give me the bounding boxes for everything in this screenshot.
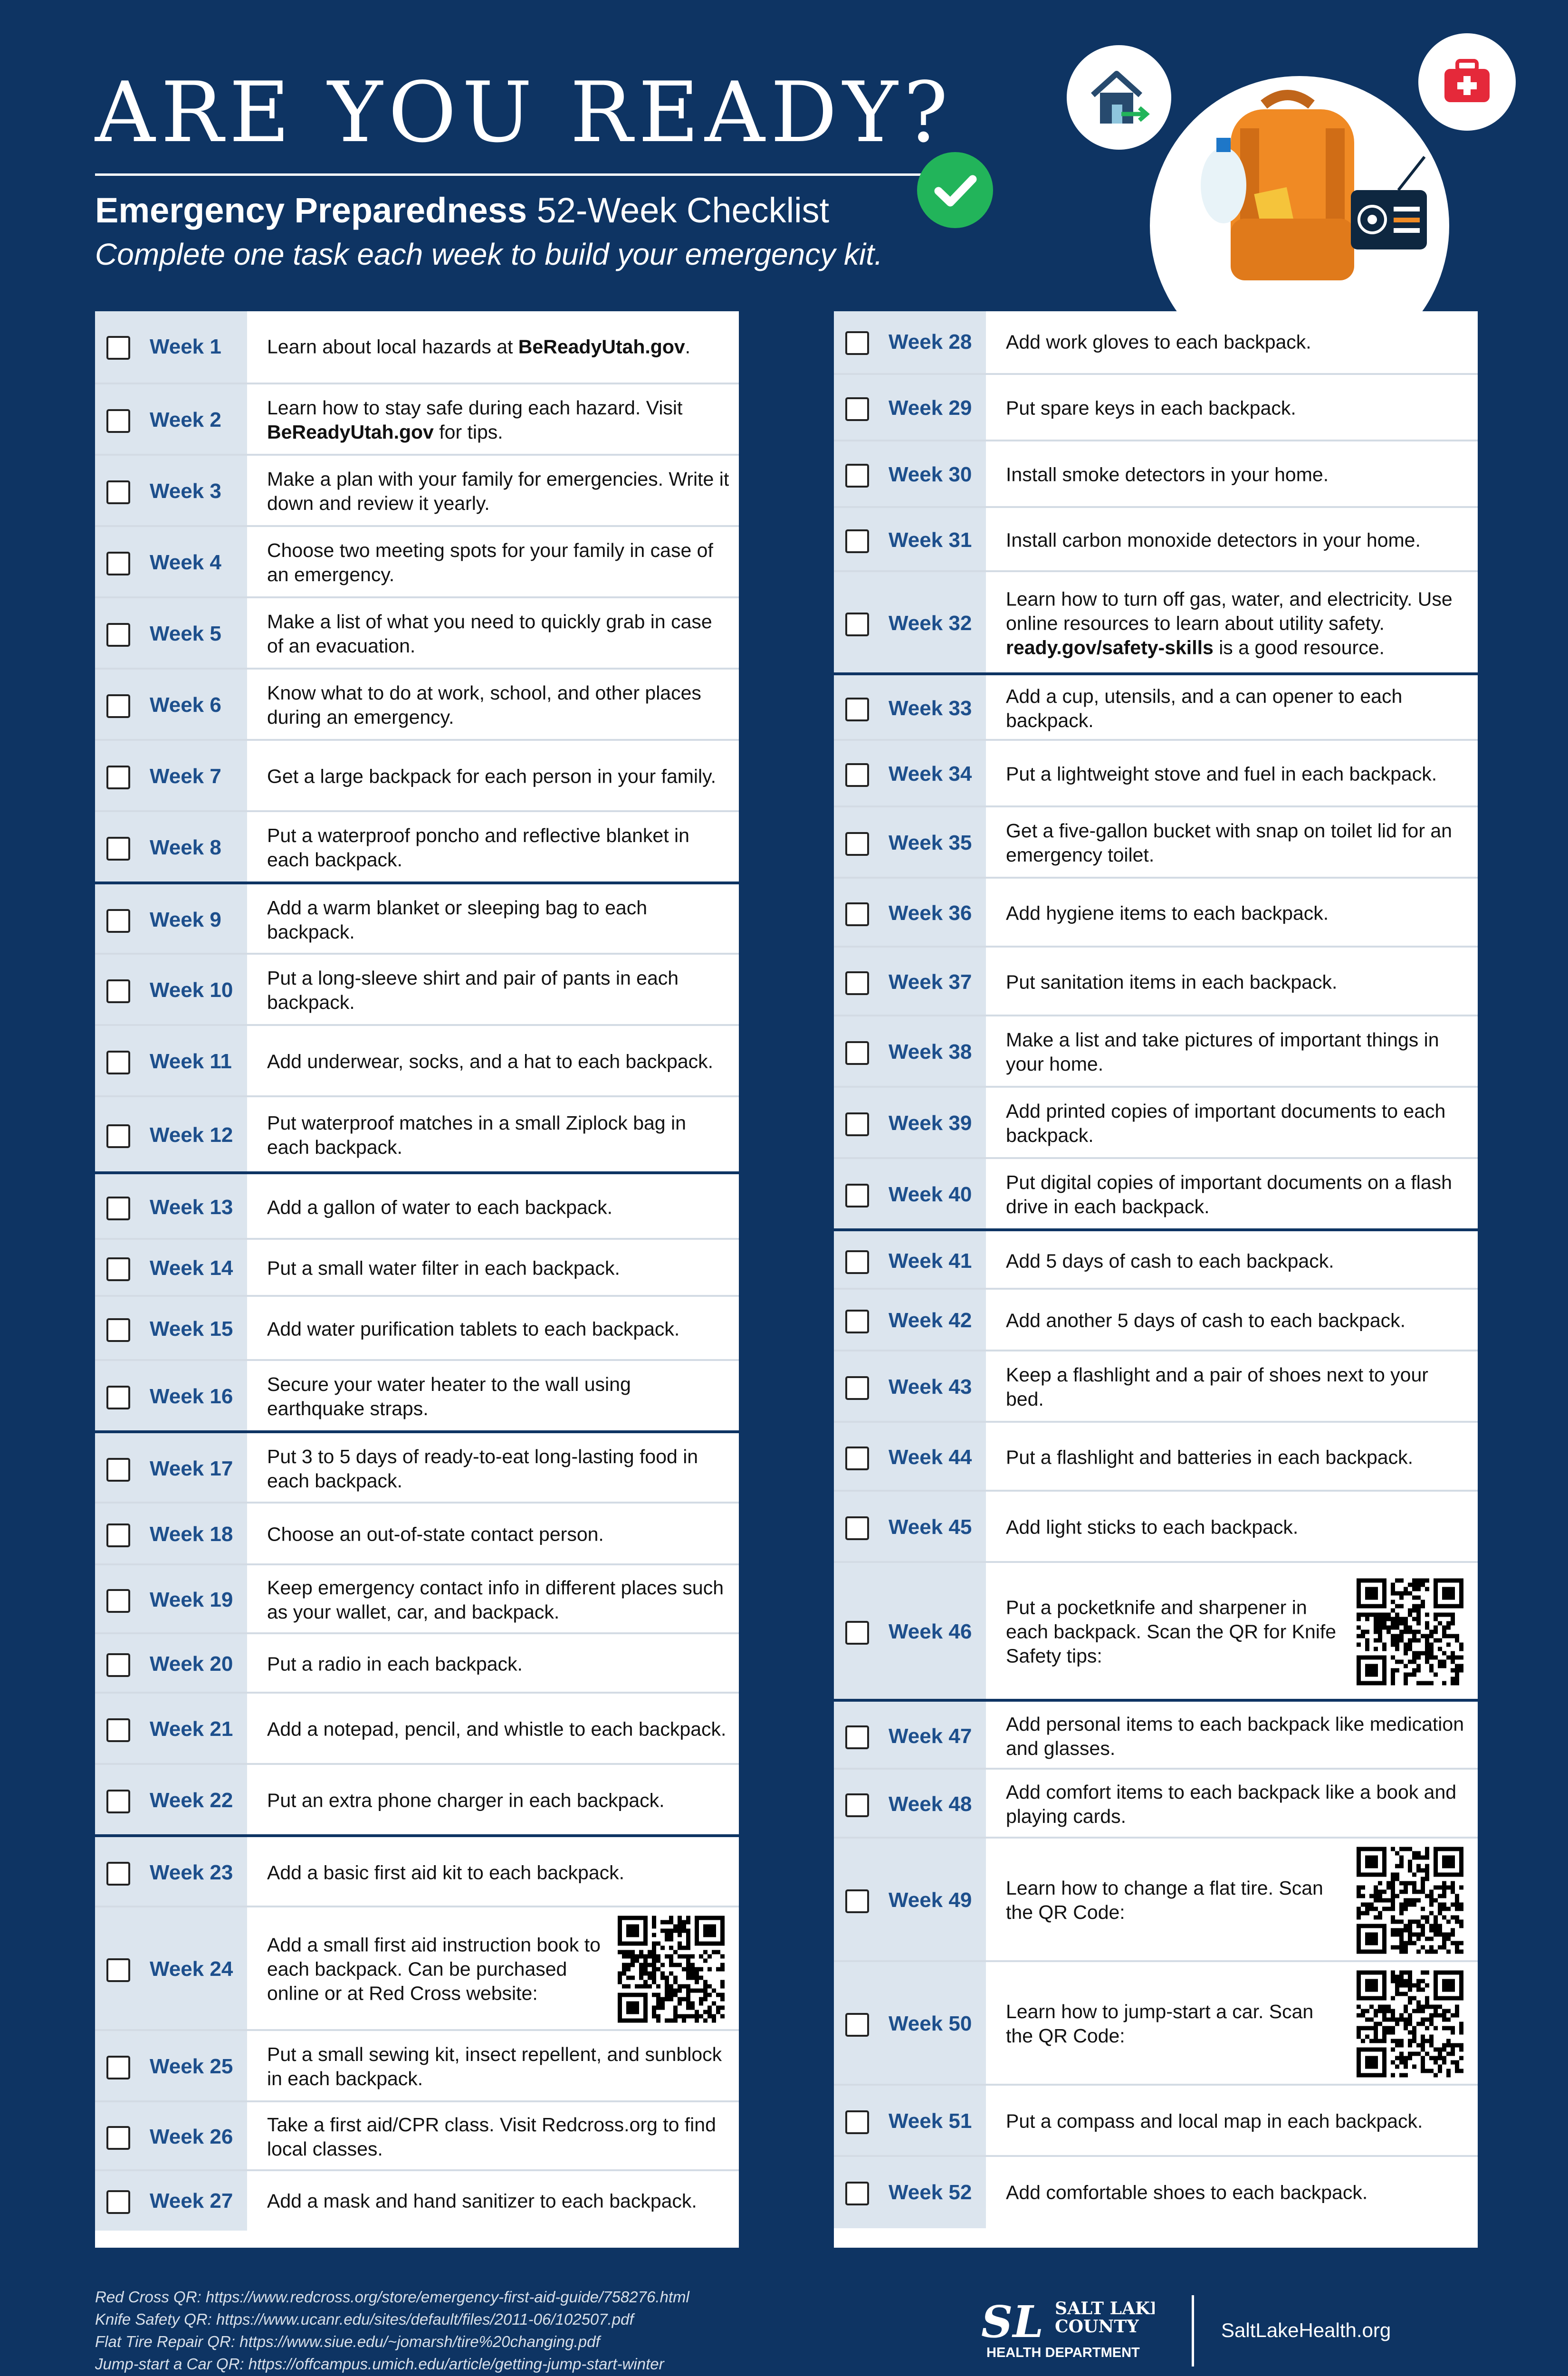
checklist-row: [834, 805, 1478, 879]
week-checkbox[interactable]: [106, 1318, 130, 1342]
week-label-cell: [834, 311, 986, 373]
week-label: Week 9: [150, 908, 221, 931]
checklist-row: [834, 506, 1478, 572]
check-circle-icon: [917, 152, 993, 228]
subtitle-rest: 52-Week Checklist: [527, 191, 830, 230]
week-label-cell: [95, 670, 247, 741]
week-checkbox[interactable]: [845, 1112, 869, 1136]
week-label-cell: [95, 741, 247, 812]
task-text: Put digital copies of important documents on a flash drive in each backpack.: [1006, 1171, 1452, 1217]
week-checkbox[interactable]: [845, 1793, 869, 1817]
week-label-cell: [95, 1297, 247, 1361]
week-checkbox[interactable]: [845, 902, 869, 926]
task-text: Add printed copies of important documents to each backpack.: [1006, 1100, 1446, 1146]
week-label-cell: [95, 1361, 247, 1432]
task-text: Add a basic first aid kit to each backpack.: [267, 1861, 625, 1884]
week-label: Week 16: [150, 1385, 233, 1408]
week-checkbox[interactable]: [845, 2110, 869, 2134]
checklist-row: [834, 570, 1478, 674]
week-label-cell: [834, 441, 986, 508]
week-label-cell: [95, 884, 247, 956]
checklist-row: [95, 1692, 739, 1765]
week-checkbox[interactable]: [106, 1862, 130, 1886]
week-label-cell: [95, 1565, 247, 1634]
week-label-cell: [834, 1290, 986, 1351]
week-label-cell: [834, 1492, 986, 1563]
task-text: Make a list and take pictures of important things in your home.: [1006, 1029, 1439, 1075]
week-label-cell: [95, 1837, 247, 1908]
week-label-cell: [95, 2031, 247, 2102]
qr-code[interactable]: [1357, 1579, 1463, 1686]
checklist-row: [834, 1837, 1478, 1962]
checklist-row: [95, 454, 739, 527]
checklist-row: [834, 1768, 1478, 1839]
task-text: Choose an out-of-state contact person.: [267, 1523, 604, 1545]
week-label-cell: [95, 1907, 247, 2031]
checklist-row: [95, 1238, 739, 1297]
checklist-row: [95, 596, 739, 670]
task-text: Keep a flashlight and a pair of shoes next to your bed.: [1006, 1364, 1428, 1410]
task-text: Put a waterproof poncho and reflective blanket in each backpack.: [267, 824, 689, 871]
qr-code[interactable]: [618, 1916, 725, 2023]
week-label: Week 22: [150, 1789, 233, 1812]
week-checkbox[interactable]: [106, 1653, 130, 1677]
task-text: Put sanitation items in each backpack.: [1006, 971, 1338, 993]
week-label-cell: [834, 375, 986, 441]
week-label: Week 20: [150, 1652, 233, 1676]
week-checkbox[interactable]: [106, 1197, 130, 1220]
week-label: Week 48: [889, 1792, 972, 1816]
task-text: Add 5 days of cash to each backpack.: [1006, 1250, 1334, 1272]
week-label: Week 52: [889, 2181, 972, 2204]
week-checkbox[interactable]: [106, 1523, 130, 1547]
task-text: Make a plan with your family for emergencies. Write it down and review it yearly.: [267, 468, 729, 514]
week-checkbox[interactable]: [845, 1041, 869, 1065]
week-checkbox[interactable]: [106, 1257, 130, 1281]
checklist-row: [834, 1086, 1478, 1159]
week-checkbox[interactable]: [106, 1051, 130, 1074]
checklist-row: [95, 383, 739, 456]
week-label-cell: [834, 1839, 986, 1962]
task-text: Add comfortable shoes to each backpack.: [1006, 2181, 1368, 2204]
week-checkbox[interactable]: [845, 529, 869, 553]
week-label: Week 38: [889, 1040, 972, 1063]
week-label: Week 19: [150, 1588, 233, 1611]
task-text: Add light sticks to each backpack.: [1006, 1516, 1299, 1538]
week-checkbox[interactable]: [845, 1250, 869, 1274]
checklist-row: [834, 1228, 1478, 1291]
task-text: Put a long-sleeve shirt and pair of pants in each backpack.: [267, 967, 679, 1013]
checklist-row: [95, 881, 739, 956]
checklist-row: [95, 1906, 739, 2031]
week-label: Week 5: [150, 622, 221, 645]
week-checkbox[interactable]: [845, 698, 869, 721]
task-text: Learn about local hazards at BeReadyUtah.gov.: [267, 335, 691, 358]
checklist-row: [834, 373, 1478, 441]
week-label: Week 40: [889, 1183, 972, 1206]
week-checkbox[interactable]: [845, 2013, 869, 2037]
week-label: Week 31: [889, 528, 972, 552]
week-label: Week 18: [150, 1523, 233, 1546]
week-label: Week 49: [889, 1888, 972, 1912]
week-checkbox[interactable]: [106, 409, 130, 433]
week-label: Week 21: [150, 1717, 233, 1741]
week-label-cell: [95, 456, 247, 527]
checklist-row: [95, 1359, 739, 1432]
week-checkbox[interactable]: [845, 1310, 869, 1333]
tagline: Complete one task each week to build your emergency kit.: [95, 237, 883, 271]
checklist-row: [95, 1563, 739, 1634]
checklist-row: [95, 311, 739, 383]
week-label-cell: [834, 1563, 986, 1701]
week-label: Week 27: [150, 2189, 233, 2213]
week-label: Week 30: [889, 463, 972, 486]
salt-lake-county-health-logo: [979, 2295, 1155, 2366]
checklist-row: [95, 739, 739, 812]
week-label: Week 37: [889, 970, 972, 994]
week-label-cell: [834, 1351, 986, 1423]
week-checkbox[interactable]: [106, 766, 130, 789]
week-checkbox[interactable]: [845, 1889, 869, 1913]
subtitle-bold: Emergency Preparedness: [95, 191, 527, 230]
week-label: Week 51: [889, 2109, 972, 2133]
checklist-row: [834, 1157, 1478, 1230]
week-checkbox[interactable]: [845, 397, 869, 421]
week-label-cell: [95, 812, 247, 883]
week-checkbox[interactable]: [106, 623, 130, 647]
task-text: Learn how to change a flat tire. Scan the QR Code:: [1006, 1877, 1323, 1923]
week-label-cell: [834, 2086, 986, 2157]
week-checkbox[interactable]: [106, 2126, 130, 2150]
qr-source-line: Jump-start a Car QR: https://offcampus.umich.edu/article/getting-jump-start-winter: [95, 2355, 664, 2373]
qr-code[interactable]: [1357, 1971, 1463, 2078]
week-checkbox[interactable]: [106, 837, 130, 861]
week-label-cell: [834, 1159, 986, 1230]
task-text: Put an extra phone charger in each backpack.: [267, 1789, 665, 1811]
task-text: Secure your water heater to the wall using earthquake straps.: [267, 1373, 631, 1419]
week-label: Week 25: [150, 2055, 233, 2078]
week-label: Week 24: [150, 1957, 233, 1981]
checklist-row: [834, 946, 1478, 1016]
task-text: Put 3 to 5 days of ready-to-eat long-lasting food in each backpack.: [267, 1446, 698, 1492]
checklist-row: [834, 1015, 1478, 1088]
week-label: Week 1: [150, 335, 221, 358]
task-text: Add a warm blanket or sleeping bag to each backpack.: [267, 897, 648, 943]
checklist-row: [95, 525, 739, 598]
task-text: Add another 5 days of cash to each backpack.: [1006, 1309, 1406, 1332]
week-label: Week 32: [889, 611, 972, 635]
qr-source-line: Knife Safety QR: https://www.ucanr.edu/sites/default/files/2011-06/102507.pdf: [95, 2310, 634, 2328]
task-text: Get a five-gallon bucket with snap on toilet lid for an emergency toilet.: [1006, 820, 1452, 866]
week-checkbox[interactable]: [845, 971, 869, 995]
logo-letters: SL: [981, 2296, 1044, 2347]
week-checkbox[interactable]: [845, 331, 869, 355]
checklist-row: [95, 2169, 739, 2231]
week-checkbox[interactable]: [106, 1958, 130, 1982]
task-text: Put a small water filter in each backpack.: [267, 1257, 620, 1279]
week-checkbox[interactable]: [845, 1184, 869, 1207]
week-checkbox[interactable]: [845, 2182, 869, 2205]
checklist-row: [834, 877, 1478, 948]
logo-line-3: HEALTH DEPARTMENT: [986, 2345, 1140, 2360]
week-checkbox[interactable]: [106, 552, 130, 575]
checklist-row: [834, 1960, 1478, 2086]
checklist-row: [95, 1171, 739, 1241]
task-text: Learn how to turn off gas, water, and electricity. Use online resources to learn about utility safety. ready.gov/safety-skills is a good resource.: [1006, 588, 1453, 658]
week-checkbox[interactable]: [106, 2056, 130, 2079]
checklist-row: [834, 2084, 1478, 2157]
week-label-cell: [95, 1097, 247, 1173]
checklist-row: [834, 1490, 1478, 1563]
task-text: Put spare keys in each backpack.: [1006, 397, 1296, 419]
week-label: Week 10: [150, 978, 233, 1002]
qr-code[interactable]: [1357, 1847, 1463, 1954]
checklist-weeks-28-52: [834, 311, 1478, 2248]
week-checkbox[interactable]: [106, 1124, 130, 1148]
week-label-cell: [834, 2157, 986, 2228]
week-label-cell: [834, 572, 986, 674]
week-label: Week 17: [150, 1457, 233, 1480]
week-label: Week 45: [889, 1515, 972, 1539]
task-text: Put a small sewing kit, insect repellent, and sunblock in each backpack.: [267, 2043, 722, 2089]
week-label: Week 13: [150, 1196, 233, 1219]
subtitle: [95, 190, 829, 230]
task-text: Learn how to jump-start a car. Scan the QR Code:: [1006, 2001, 1314, 2047]
week-label: Week 14: [150, 1256, 233, 1280]
week-label-cell: [95, 1433, 247, 1504]
week-checkbox[interactable]: [845, 613, 869, 636]
week-label: Week 11: [150, 1050, 232, 1073]
week-label: Week 12: [150, 1123, 233, 1147]
week-label-cell: [95, 1174, 247, 1241]
week-label: Week 26: [150, 2125, 233, 2148]
task-text: Install carbon monoxide detectors in your home.: [1006, 529, 1421, 551]
week-label-cell: [834, 1088, 986, 1159]
week-label: Week 6: [150, 693, 221, 717]
checklist-row: [834, 1421, 1478, 1492]
week-label: Week 35: [889, 831, 972, 854]
week-label: Week 15: [150, 1317, 233, 1341]
checklist-weeks-1-27: [95, 311, 739, 2248]
task-text: Keep emergency contact info in different places such as your wallet, car, and backpack.: [267, 1576, 724, 1623]
week-label: Week 46: [889, 1620, 972, 1643]
week-checkbox[interactable]: [106, 1589, 130, 1613]
week-checkbox[interactable]: [845, 832, 869, 856]
task-text: Put a compass and local map in each backpack.: [1006, 2110, 1423, 2132]
checklist-row: [95, 668, 739, 741]
checklist-row: [834, 739, 1478, 807]
week-checkbox[interactable]: [106, 1790, 130, 1813]
checklist-row: [95, 1834, 739, 1908]
qr-sources-list: [95, 2286, 689, 2375]
checklist-row: [834, 1561, 1478, 1701]
task-text: Add underwear, socks, and a hat to each backpack.: [267, 1050, 714, 1073]
week-label-cell: [95, 527, 247, 598]
checklist-row: [834, 1699, 1478, 1771]
logo-line-2: COUNTY: [1055, 2317, 1139, 2337]
task-text: Put a lightweight stove and fuel in each backpack.: [1006, 763, 1437, 785]
radio-icon: [1348, 152, 1429, 257]
checklist-row: [834, 2155, 1478, 2228]
checklist-row: [95, 1024, 739, 1097]
week-label-cell: [95, 1634, 247, 1694]
task-text: Put waterproof matches in a small Ziplock bag in each backpack.: [267, 1112, 686, 1158]
task-text: Add work gloves to each backpack.: [1006, 331, 1311, 353]
week-checkbox[interactable]: [106, 909, 130, 933]
week-checkbox[interactable]: [106, 1458, 130, 1482]
task-text: Add a cup, utensils, and a can opener to each backpack.: [1006, 685, 1403, 731]
task-text: Add a gallon of water to each backpack.: [267, 1196, 613, 1218]
checklist-row: [95, 2100, 739, 2171]
task-text: Add comfort items to each backpack like a book and playing cards.: [1006, 1781, 1457, 1827]
week-checkbox[interactable]: [845, 1376, 869, 1400]
week-checkbox[interactable]: [106, 480, 130, 504]
footer-divider: [1192, 2295, 1194, 2366]
checklist-row: [834, 440, 1478, 508]
week-label-cell: [95, 1026, 247, 1097]
checklist-row: [95, 1430, 739, 1504]
task-text: Add a mask and hand sanitizer to each backpack.: [267, 2190, 697, 2212]
checklist-row: [95, 2029, 739, 2102]
task-text: Put a radio in each backpack.: [267, 1653, 523, 1675]
task-text: Install smoke detectors in your home.: [1006, 463, 1329, 486]
week-label-cell: [834, 807, 986, 879]
checklist-row: [95, 810, 739, 883]
week-label: Week 3: [150, 479, 221, 503]
week-label-cell: [834, 948, 986, 1016]
week-label-cell: [834, 879, 986, 948]
week-checkbox[interactable]: [106, 1718, 130, 1742]
week-checkbox[interactable]: [106, 336, 130, 360]
week-label: Week 47: [889, 1724, 972, 1748]
week-label-cell: [834, 508, 986, 572]
task-text: Put a flashlight and batteries in each backpack.: [1006, 1446, 1413, 1468]
week-label-cell: [834, 741, 986, 807]
task-text: Add hygiene items to each backpack.: [1006, 902, 1329, 924]
week-label-cell: [834, 1962, 986, 2086]
task-text: Choose two meeting spots for your family in case of an emergency.: [267, 539, 713, 585]
week-checkbox[interactable]: [845, 1621, 869, 1645]
task-text: Know what to do at work, school, and other places during an emergency.: [267, 682, 701, 728]
week-label: Week 42: [889, 1309, 972, 1332]
week-label: Week 29: [889, 396, 972, 420]
task-text: Make a list of what you need to quickly grab in case of an evacuation.: [267, 611, 712, 657]
checklist-row: [95, 1763, 739, 1836]
week-label: Week 4: [150, 551, 221, 574]
week-label-cell: [834, 675, 986, 742]
week-label-cell: [834, 1423, 986, 1492]
task-text: Add a small first aid instruction book to each backpack. Can be purchased online or at Red Cross website:: [267, 1934, 601, 2004]
week-label: Week 41: [889, 1249, 972, 1273]
qr-source-line: Flat Tire Repair QR: https://www.siue.edu/~jomarsh/tire%20changing.pdf: [95, 2333, 600, 2350]
logo-line-1: SALT LAKE: [1055, 2299, 1155, 2319]
week-checkbox[interactable]: [106, 694, 130, 718]
week-label: Week 44: [889, 1445, 972, 1469]
task-text: Add personal items to each backpack like medication and glasses.: [1006, 1713, 1464, 1759]
week-checkbox[interactable]: [106, 2190, 130, 2214]
week-checkbox[interactable]: [845, 1447, 869, 1470]
task-link-text: ready.gov/safety-skills: [1006, 636, 1214, 658]
week-checkbox[interactable]: [106, 979, 130, 1003]
week-checkbox[interactable]: [106, 1386, 130, 1409]
week-label-cell: [95, 598, 247, 670]
title-underline: [95, 173, 931, 176]
week-label: Week 34: [889, 762, 972, 786]
week-checkbox[interactable]: [845, 1516, 869, 1540]
task-text: Learn how to stay safe during each hazard. Visit BeReadyUtah.gov for tips.: [267, 397, 683, 443]
week-label-cell: [834, 1231, 986, 1291]
checklist-row: [834, 1288, 1478, 1351]
week-label-cell: [834, 1702, 986, 1771]
task-link-text: BeReadyUtah.gov: [518, 335, 685, 358]
week-label-cell: [95, 1240, 247, 1297]
task-text: Add a notepad, pencil, and whistle to each backpack.: [267, 1718, 727, 1740]
qr-source-line: Red Cross QR: https://www.redcross.org/store/emergency-first-aid-guide/758276.html: [95, 2288, 689, 2306]
week-label: Week 39: [889, 1111, 972, 1135]
week-label-cell: [95, 955, 247, 1026]
task-link-text: BeReadyUtah.gov: [267, 421, 434, 443]
week-label-cell: [834, 1016, 986, 1088]
week-label-cell: [95, 1765, 247, 1836]
task-text: Put a pocketknife and sharpener in each backpack. Scan the QR for Knife Safety tips:: [1006, 1596, 1337, 1667]
checklist-row: [95, 1095, 739, 1173]
week-label-cell: [95, 384, 247, 456]
week-label-cell: [95, 2171, 247, 2231]
week-label-cell: [95, 311, 247, 383]
week-checkbox[interactable]: [845, 1725, 869, 1749]
checklist-row: [834, 1350, 1478, 1423]
task-text: Take a first aid/CPR class. Visit Redcross.org to find local classes.: [267, 2113, 716, 2160]
week-label: Week 23: [150, 1861, 233, 1884]
checklist-row: [95, 953, 739, 1026]
week-checkbox[interactable]: [845, 464, 869, 488]
week-label: Week 28: [889, 330, 972, 354]
week-label-cell: [95, 1694, 247, 1765]
week-label: Week 43: [889, 1375, 972, 1399]
week-label: Week 33: [889, 697, 972, 720]
checklist-row: [95, 1632, 739, 1694]
week-label: Week 2: [150, 408, 221, 431]
week-label: Week 36: [889, 901, 972, 925]
week-label: Week 8: [150, 836, 221, 859]
checklist-row: [834, 311, 1478, 373]
task-text: Get a large backpack for each person in your family.: [267, 765, 716, 787]
website-link[interactable]: SaltLakeHealth.org: [1221, 2319, 1391, 2341]
week-label: Week 50: [889, 2012, 972, 2035]
checklist-row: [834, 672, 1478, 742]
week-label-cell: [95, 1504, 247, 1565]
week-label: Week 7: [150, 765, 221, 788]
week-label-cell: [834, 1770, 986, 1839]
checklist-row: [95, 1295, 739, 1361]
checklist-row: [95, 1502, 739, 1565]
week-checkbox[interactable]: [845, 763, 869, 787]
task-text: Add water purification tablets to each backpack.: [267, 1318, 680, 1340]
page-title: ARE YOU READY?: [95, 65, 954, 161]
week-label-cell: [95, 2102, 247, 2171]
